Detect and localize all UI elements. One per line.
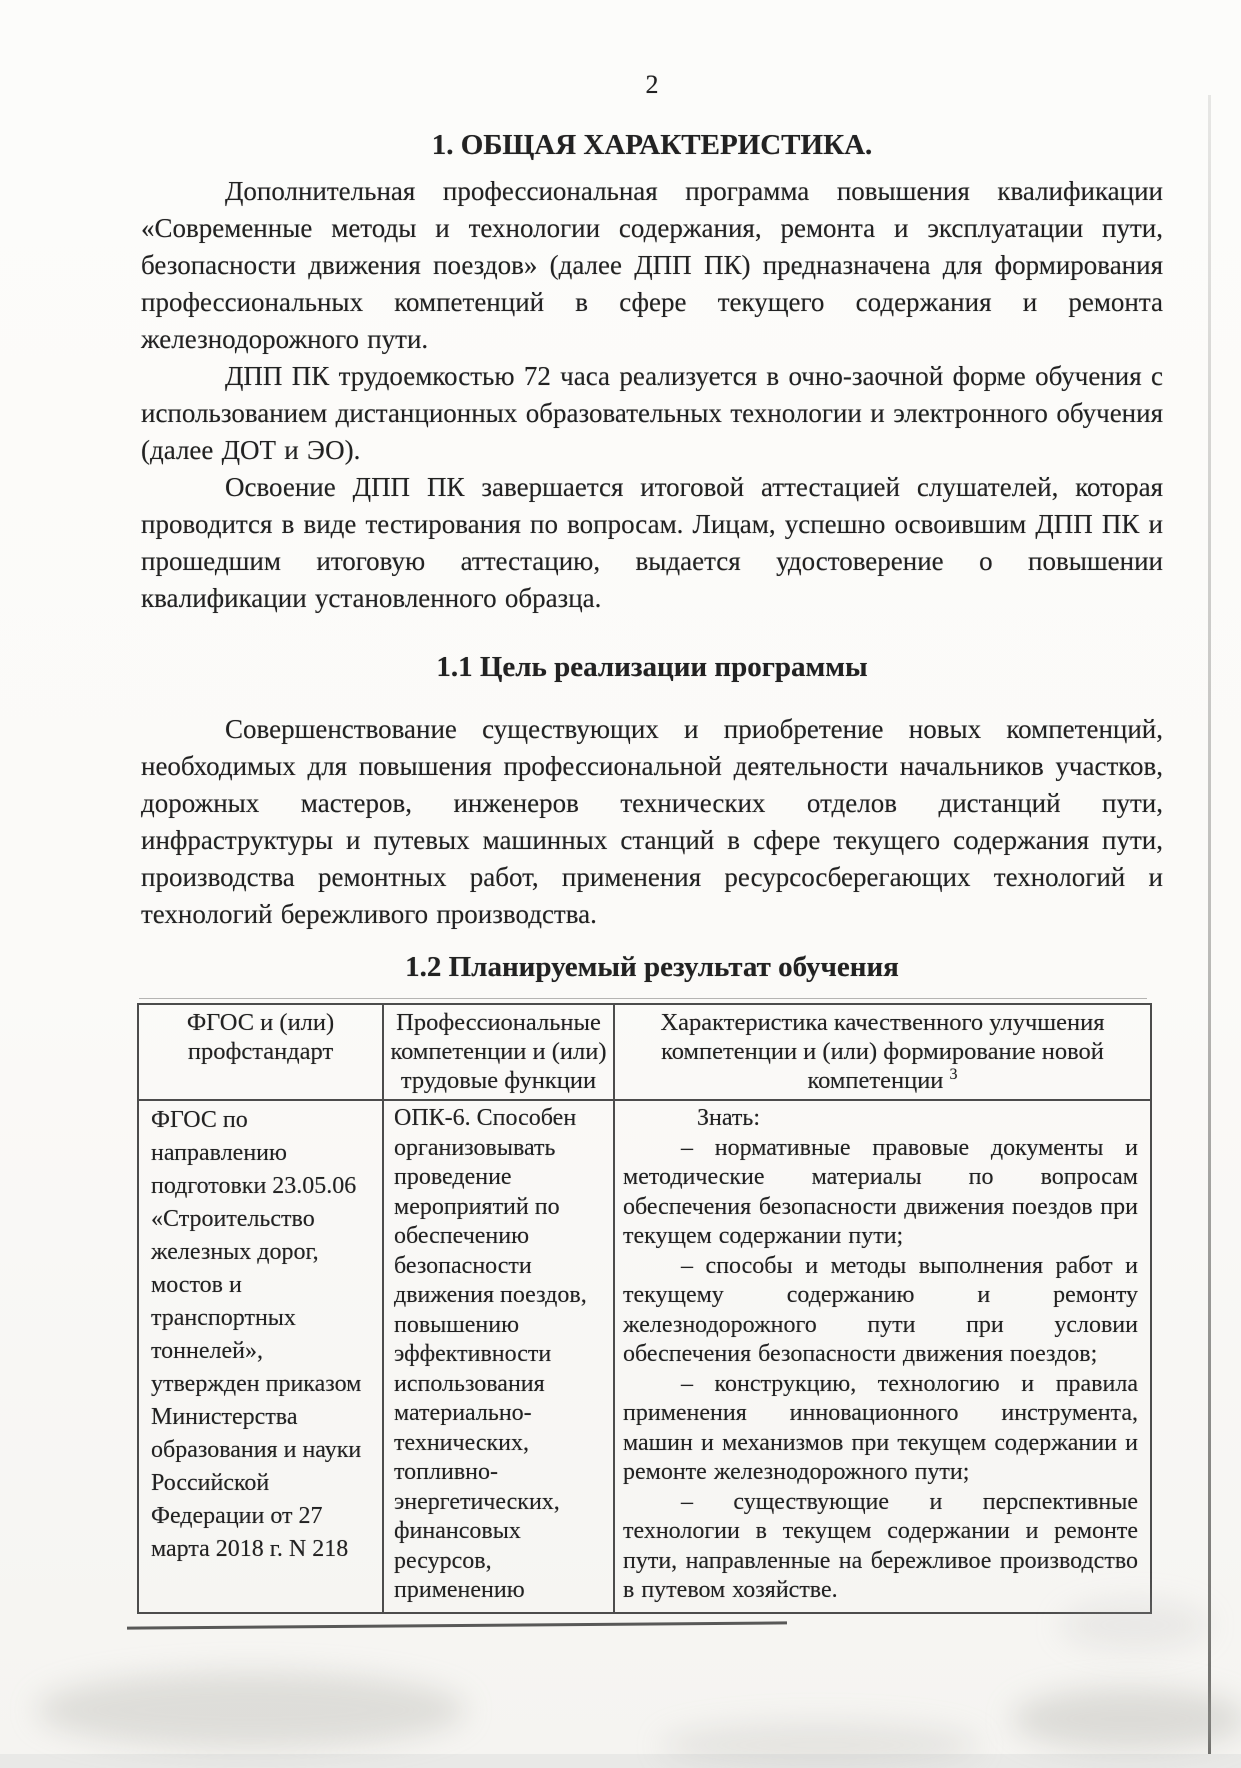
- results-table-wrapper: [137, 1003, 1150, 1614]
- footnote-marker: 3: [949, 1065, 958, 1083]
- know-item-regulatory: – нормативные правовые документы и методические материалы по вопросам обеспечения безопасности движения поездов при текущем содержании пути;: [623, 1134, 1138, 1249]
- cell-characteristic: [614, 1100, 1151, 1613]
- scan-smudge-bottom-right: [1012, 1688, 1241, 1750]
- column-header-fgos: ФГОС и (или) профстандарт: [138, 1004, 383, 1100]
- page-number: 2: [645, 70, 659, 99]
- section-heading-goal: 1.1 Цель реализации программы: [436, 651, 868, 683]
- results-table: [137, 1003, 1152, 1614]
- scan-smudge-bottom-center: [660, 1722, 980, 1768]
- paragraph-final-attestation: Освоение ДПП ПК завершается итоговой аттестацией слушателей, которая проводится в виде тестирования по вопросам. Лицам, успешно освоившим ДПП ПК и прошедшим итоговую аттестацию, выдается удостоверение о повышении квалификации установленного образца.: [141, 472, 1163, 613]
- section-heading-general: 1. ОБЩАЯ ХАРАКТЕРИСТИКА.: [431, 129, 873, 161]
- paragraph-program-description: Дополнительная профессиональная программа повышения квалификации «Современные методы и технологии содержания, ремонта и эксплуатации пути, безопасности движения поездов» (далее ДПП ПК) предназначена для формирования профессиональных компетенций в сфере текущего содержания и ремонта железнодорожного пути.: [141, 176, 1163, 354]
- paragraph-program-volume: ДПП ПК трудоемкостью 72 часа реализуется в очно-заочной форме обучения с использованием дистанционных образовательных технологии и электронного обучения (далее ДОТ и ЭО).: [141, 361, 1163, 465]
- know-item-methods: – способы и методы выполнения работ и текущему содержанию и ремонту железнодорожного пути при условии обеспечения безопасности движения поездов;: [623, 1252, 1138, 1367]
- know-item-technologies: – существующие и перспективные технологии в текущем содержании и ремонте пути, направленные на бережливое производство в путевом хозяйстве.: [623, 1488, 1138, 1603]
- know-intro: Знать:: [697, 1105, 760, 1131]
- column-header-competencies: Профессиональные компетенции и (или) трудовые функции: [383, 1004, 614, 1100]
- table-header-row: [138, 1004, 1151, 1100]
- column-header-characteristic: [614, 1004, 1151, 1100]
- know-item-construction: – конструкцию, технологию и правила применения инновационного инструмента, машин и механизмов при текущем содержании и ремонте железнодорожного пути;: [623, 1370, 1138, 1485]
- cell-competencies: ОПК-6. Способен организовывать проведение мероприятий по обеспечению безопасности движения поездов, повышению эффективности использования материально-технических, топливно-энергетических, финансовых ресурсов, применению: [383, 1100, 614, 1613]
- column-header-characteristic-text: Характеристика качественного улучшения компетенции и (или) формирование новой компетенции: [660, 1009, 1105, 1094]
- scan-smudge-bottom-left: [36, 1672, 466, 1748]
- cell-fgos: ФГОС по направлению подготовки 23.05.06 «Строительство железных дорог, мостов и транспортных тоннелей», утвержден приказом Министерства образования и науки Российской Федерации от 27 марта 2018 г. N 218: [138, 1100, 383, 1613]
- scan-smudge-right: [1060, 1600, 1210, 1650]
- paragraph-goal: Совершенствование существующих и приобретение новых компетенций, необходимых для повышения профессиональной деятельности начальников участков, дорожных мастеров, инженеров технических отделов дистанций пути, инфраструктуры и путевых машинных станций в сфере текущего содержания пути, производства ремонтных работ, применения ресурсосберегающих технологий и технологий бережливого производства.: [141, 714, 1163, 929]
- section-heading-planned-results: 1.2 Планируемый результат обучения: [405, 951, 899, 983]
- text-block: [141, 0, 1163, 1614]
- table-row: [138, 1100, 1151, 1613]
- scan-edge-artifact-line: [1208, 95, 1211, 1754]
